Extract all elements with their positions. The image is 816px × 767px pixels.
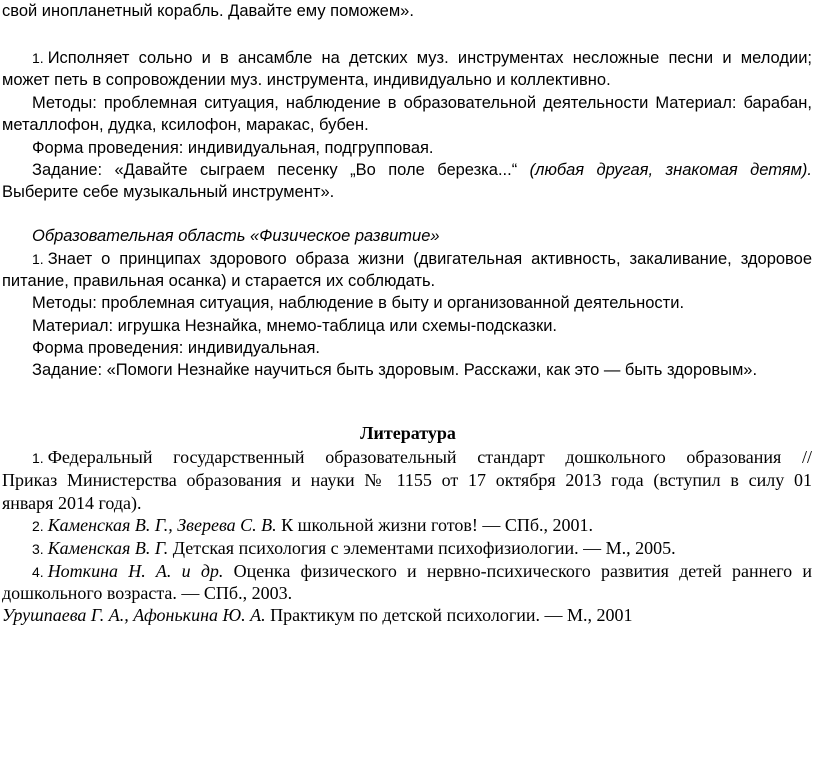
music-methods-line1 (32, 92, 812, 114)
music-methods-line2 (2, 114, 812, 136)
ref1-text3: января 2014 года). (2, 493, 142, 513)
ref3-author: Каменская В. Г. (47, 538, 169, 558)
music-form-text: Форма проведения: индивидуальная, подгрупповая. (32, 139, 434, 157)
music-task-text2: Выберите себе музыкальный инструмент». (2, 183, 335, 201)
ref3-line (32, 537, 816, 560)
ref5-author: Урушпаева Г. А., Афонькина Ю. А. (2, 605, 266, 625)
physical-task-text: Задание: «Помоги Незнайке научиться быть здоровым. Расскажи, как это — быть здоровым». (32, 361, 758, 379)
physical-methods-line (32, 292, 816, 314)
physical-item1-line1 (32, 248, 812, 270)
ref1-text2: Приказ Министерства образования и науки № 1155 от 17 октября 2013 года (вступил в силу 01 (2, 470, 812, 490)
ref1-line1 (32, 446, 812, 469)
music-item1-line2 (2, 69, 812, 91)
ref4-number: 4. (32, 564, 44, 580)
music-item1-number: 1. (32, 50, 44, 66)
literature-title-text: Литература (360, 423, 456, 443)
ref4-line1 (32, 560, 812, 583)
physical-heading (32, 225, 816, 247)
physical-form-line (32, 337, 816, 359)
physical-material-text: Материал: игрушка Незнайка, мнемо-таблица или схемы-подсказки. (32, 317, 558, 335)
physical-item1-line2 (2, 270, 812, 292)
ref2-author: Каменская В. Г., Зверева С. В. (47, 515, 277, 535)
physical-methods-text: Методы: проблемная ситуация, наблюдение в быту и организованной деятельности. (32, 294, 685, 312)
intro-tail-line (2, 0, 812, 22)
ref3-title: Детская психология с элементами психофизиологии. — М., 2005. (172, 538, 676, 558)
music-task-line1 (32, 159, 812, 181)
music-task-line2 (2, 181, 812, 203)
music-methods-text1: Методы: проблемная ситуация, наблюдение в образовательной деятельности Материал: барабан, (32, 94, 812, 112)
physical-item1-text1: Знает о принципах здорового образа жизни (двигательная активность, закаливание, здоровое (47, 250, 812, 268)
ref1-line2 (2, 469, 812, 491)
ref5-line (2, 604, 812, 626)
ref3-number: 3. (32, 541, 44, 557)
music-item1-line1 (32, 47, 812, 69)
physical-item1-text2: питание, правильная осанка) и старается их соблюдать. (2, 272, 436, 290)
literature-title (0, 422, 816, 444)
ref1-number: 1. (32, 450, 44, 466)
ref4-line2 (2, 582, 812, 604)
physical-item1-number: 1. (32, 251, 44, 267)
music-item1-text2: может петь в сопровождении муз. инструмента, индивидуально и коллективно. (2, 71, 611, 89)
ref2-line (32, 514, 816, 537)
music-methods-text2: металлофон, дудка, ксилофон, маракас, бубен. (2, 116, 369, 134)
physical-heading-text: Образовательная область «Физическое развитие» (32, 227, 440, 245)
ref5-title: Практикум по детской психологии. — М., 2001 (270, 605, 633, 625)
ref4-title1: Оценка физического и нервно-психического развития детей раннего и (233, 561, 812, 581)
music-form-line (32, 137, 816, 159)
physical-form-text: Форма проведения: индивидуальная. (32, 339, 320, 357)
music-item1-text1: Исполняет сольно и в ансамбле на детских муз. инструментах несложные песни и мелодии; (47, 49, 812, 67)
intro-tail-text: свой инопланетный корабль. Давайте ему поможем». (2, 2, 414, 20)
ref4-author: Ноткина Н. А. и др. (47, 561, 224, 581)
music-task-text1: Задание: «Давайте сыграем песенку „Во поле березка...“ (32, 161, 518, 179)
physical-material-line (32, 315, 816, 337)
music-task-note: (любая другая, знакомая детям). (529, 161, 812, 179)
ref2-number: 2. (32, 518, 44, 534)
ref2-title: К школьной жизни готов! — СПб., 2001. (281, 515, 594, 535)
ref4-title2: дошкольного возраста. — СПб., 2003. (2, 583, 293, 603)
physical-task-line (32, 359, 816, 381)
ref1-text1: Федеральный государственный образовательный стандарт дошкольного образования // (47, 447, 812, 467)
ref1-line3 (2, 492, 812, 514)
